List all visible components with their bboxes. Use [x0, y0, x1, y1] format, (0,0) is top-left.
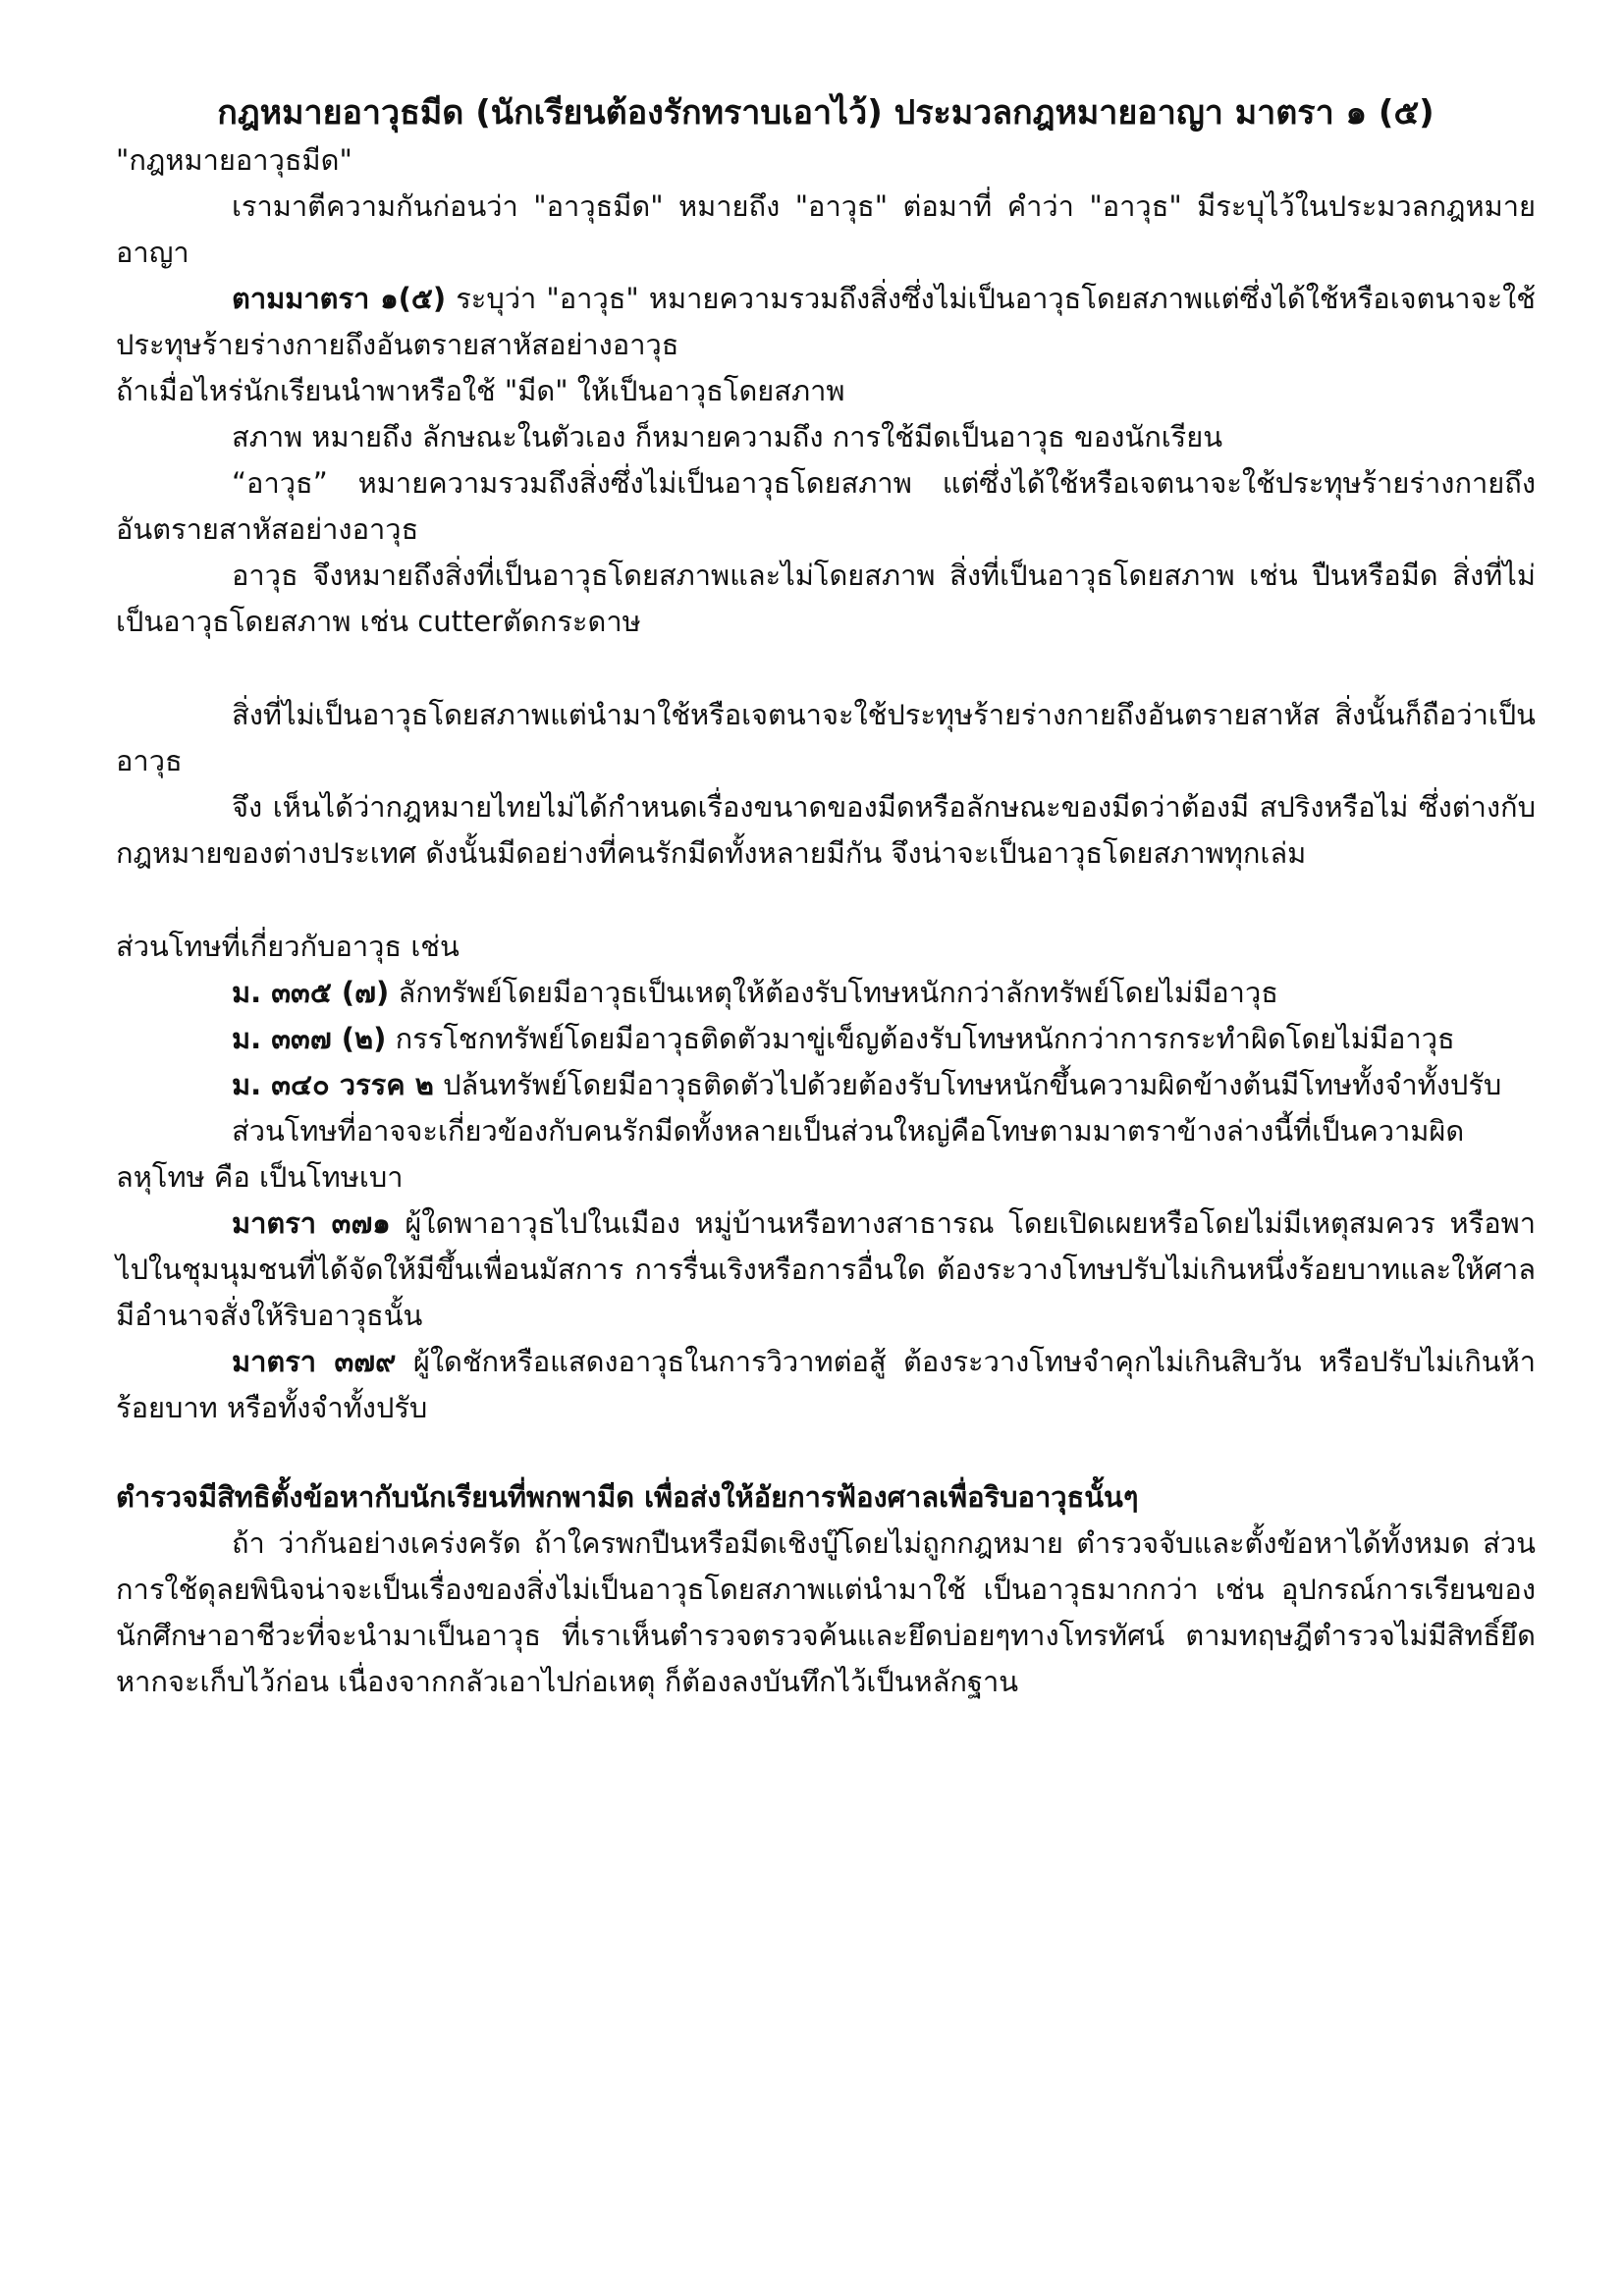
document-title: กฎหมายอาวุธมีด (นักเรียนต้องรักทราบเอาไว้) ประมวลกฎหมายอาญา มาตรา ๑ (๕) [217, 93, 1435, 133]
paragraph-nature: สภาพ หมายถึง ลักษณะในตัวเอง ก็หมายความถึง การใช้มีดเป็นอาวุธ ของนักเรียน [232, 420, 1223, 454]
paragraph-non-weapon: สิ่งที่ไม่เป็นอาวุธโดยสภาพแต่นำมาใช้หรือเจตนาจะใช้ประทุษร้ายร่างกายถึงอันตรายสาหัส สิ่งนั้นก็ถือว่าเป็นอาวุธ [116, 698, 1536, 777]
section-1-5-text: ระบุว่า "อาวุธ" หมายความรวมถึงสิ่งซึ่งไม่เป็นอาวุธโดยสภาพแต่ซึ่งได้ใช้หรือเจตนาจะใช้ประทุษร้ายร่างกายถึงอันตรายสาหัสอย่างอาวุธ [116, 282, 1536, 361]
subtitle: "กฎหมายอาวุธมีด" [116, 143, 352, 177]
section-335-label: ม. ๓๓๕ (๗) [232, 976, 390, 1009]
paragraph-section-337 [116, 1016, 1536, 1062]
paragraph-petty-offense: ส่วนโทษที่อาจจะเกี่ยวข้องกับคนรักมีดทั้งหลายเป็นส่วนใหญ่คือโทษตามมาตราข้างล่างนี้ที่เป็นความผิดลหุโทษ คือ เป็นโทษเบา [116, 1114, 1465, 1194]
paragraph-definition: เรามาตีความกันก่อนว่า "อาวุธมีด" หมายถึง "อาวุธ" ต่อมาที่ คำว่า "อาวุธ" มีระบุไว้ในประมวลกฎหมายอาญา [116, 189, 1536, 269]
spacer [116, 1431, 1536, 1474]
paragraph-section-335 [116, 970, 1536, 1016]
paragraph-weapon-types: อาวุธ จึงหมายถึงสิ่งที่เป็นอาวุธโดยสภาพและไม่โดยสภาพ สิ่งที่เป็นอาวุธโดยสภาพ เช่น ปืนหรือมีด สิ่งที่ไม่เป็นอาวุธโดยสภาพ เช่น cutterตัดกระดาษ [116, 559, 1536, 638]
section-379-text: ผู้ใดชักหรือแสดงอาวุธในการวิวาทต่อสู้ ต้องระวางโทษจำคุกไม่เกินสิบวัน หรือปรับไม่เกินห้าร้อยบาท หรือทั้งจำทั้งปรับ [116, 1345, 1536, 1424]
paragraph-section-371 [116, 1201, 1536, 1339]
section-337-label: ม. ๓๓๗ (๒) [232, 1022, 387, 1055]
paragraph-penalties-intro: ส่วนโทษที่เกี่ยวกับอาวุธ เช่น [116, 930, 460, 963]
section-337-text: กรรโชกทรัพย์โดยมีอาวุธติดตัวมาขู่เข็ญต้องรับโทษหนักกว่าการกระทำผิดโดยไม่มีอาวุธ [386, 1022, 1455, 1055]
paragraph-weapon-meaning: “อาวุธ” หมายความรวมถึงสิ่งซึ่งไม่เป็นอาวุธโดยสภาพ แต่ซึ่งได้ใช้หรือเจตนาจะใช้ประทุษร้ายร่างกายถึงอันตรายสาหัสอย่างอาวุธ [116, 466, 1536, 546]
section-1-5-label: ตามมาตรา ๑(๕) [232, 282, 447, 315]
section-340-text: ปล้นทรัพย์โดยมีอาวุธติดตัวไปด้วยต้องรับโทษหนักขึ้นความผิดข้างต้นมีโทษทั้งจำทั้งปรับ [433, 1068, 1502, 1101]
paragraph-section-1-5 [116, 276, 1536, 368]
paragraph-student-knife: ถ้าเมื่อไหร่นักเรียนนำพาหรือใช้ "มีด" ให้เป็นอาวุธโดยสภาพ [116, 374, 845, 407]
section-371-text: ผู้ใดพาอาวุธไปในเมือง หมู่บ้านหรือทางสาธารณ โดยเปิดเผยหรือโดยไม่มีเหตุสมควร หรือพาไปในชุมนุมชนที่ได้จัดให้มีขึ้นเพื่อนมัสการ การรื่นเริงหรือการอื่นใด ต้องระวางโทษปรับไม่เกินหนึ่งร้อยบาทและให้ศาลมีอำนาจสั่งให้ริบอาวุธนั้น [116, 1206, 1537, 1332]
paragraph-section-340 [116, 1062, 1536, 1108]
section-379-label: มาตรา ๓๗๙ [232, 1345, 397, 1378]
paragraph-thai-law: จึง เห็นได้ว่ากฎหมายไทยไม่ได้กำหนดเรื่องขนาดของมีดหรือลักษณะของมีดว่าต้องมี สปริงหรือไม่ ซึ่งต่างกับกฎหมายของต่างประเทศ ดังนั้นมีดอย่างที่คนรักมีดทั้งหลายมีกัน จึงน่าจะเป็นอาวุธโดยสภาพทุกเล่ม [116, 790, 1536, 870]
spacer [116, 877, 1536, 924]
police-rights-heading: ตำรวจมีสิทธิตั้งข้อหากับนักเรียนที่พกพามีด เพื่อส่งให้อัยการฟ้องศาลเพื่อริบอาวุธนั้นๆ [116, 1480, 1139, 1514]
section-371-label: มาตรา ๓๗๑ [232, 1206, 391, 1240]
paragraph-police-discretion: ถ้า ว่ากันอย่างเคร่งครัด ถ้าใครพกปืนหรือมีดเชิงบู๊โดยไม่ถูกกฎหมาย ตำรวจจับและตั้งข้อหาได้ทั้งหมด ส่วนการใช้ดุลยพินิจน่าจะเป็นเรื่องของสิ่งไม่เป็นอาวุธโดยสภาพแต่นำมาใช้ เป็นอาวุธมากกว่า เช่น อุปกรณ์การเรียนของนักศึกษาอาชีวะที่จะนำมาเป็นอาวุธ ที่เราเห็นตำรวจตรวจค้นและยึดบ่อยๆทางโทรทัศน์ ตามทฤษฎีตำรวจไม่มีสิทธิ์ยึด หากจะเก็บไว้ก่อน เนื่องจากกลัวเอาไปก่อเหตุ ก็ต้องลงบันทึกไว้เป็นหลักฐาน [116, 1526, 1536, 1698]
section-335-text: ลักทรัพย์โดยมีอาวุธเป็นเหตุให้ต้องรับโทษหนักกว่าลักทรัพย์โดยไม่มีอาวุธ [389, 976, 1278, 1009]
document-page [116, 90, 1536, 1705]
paragraph-section-379 [116, 1339, 1536, 1431]
section-340-label: ม. ๓๔๐ วรรค ๒ [232, 1068, 434, 1101]
spacer [116, 645, 1536, 692]
